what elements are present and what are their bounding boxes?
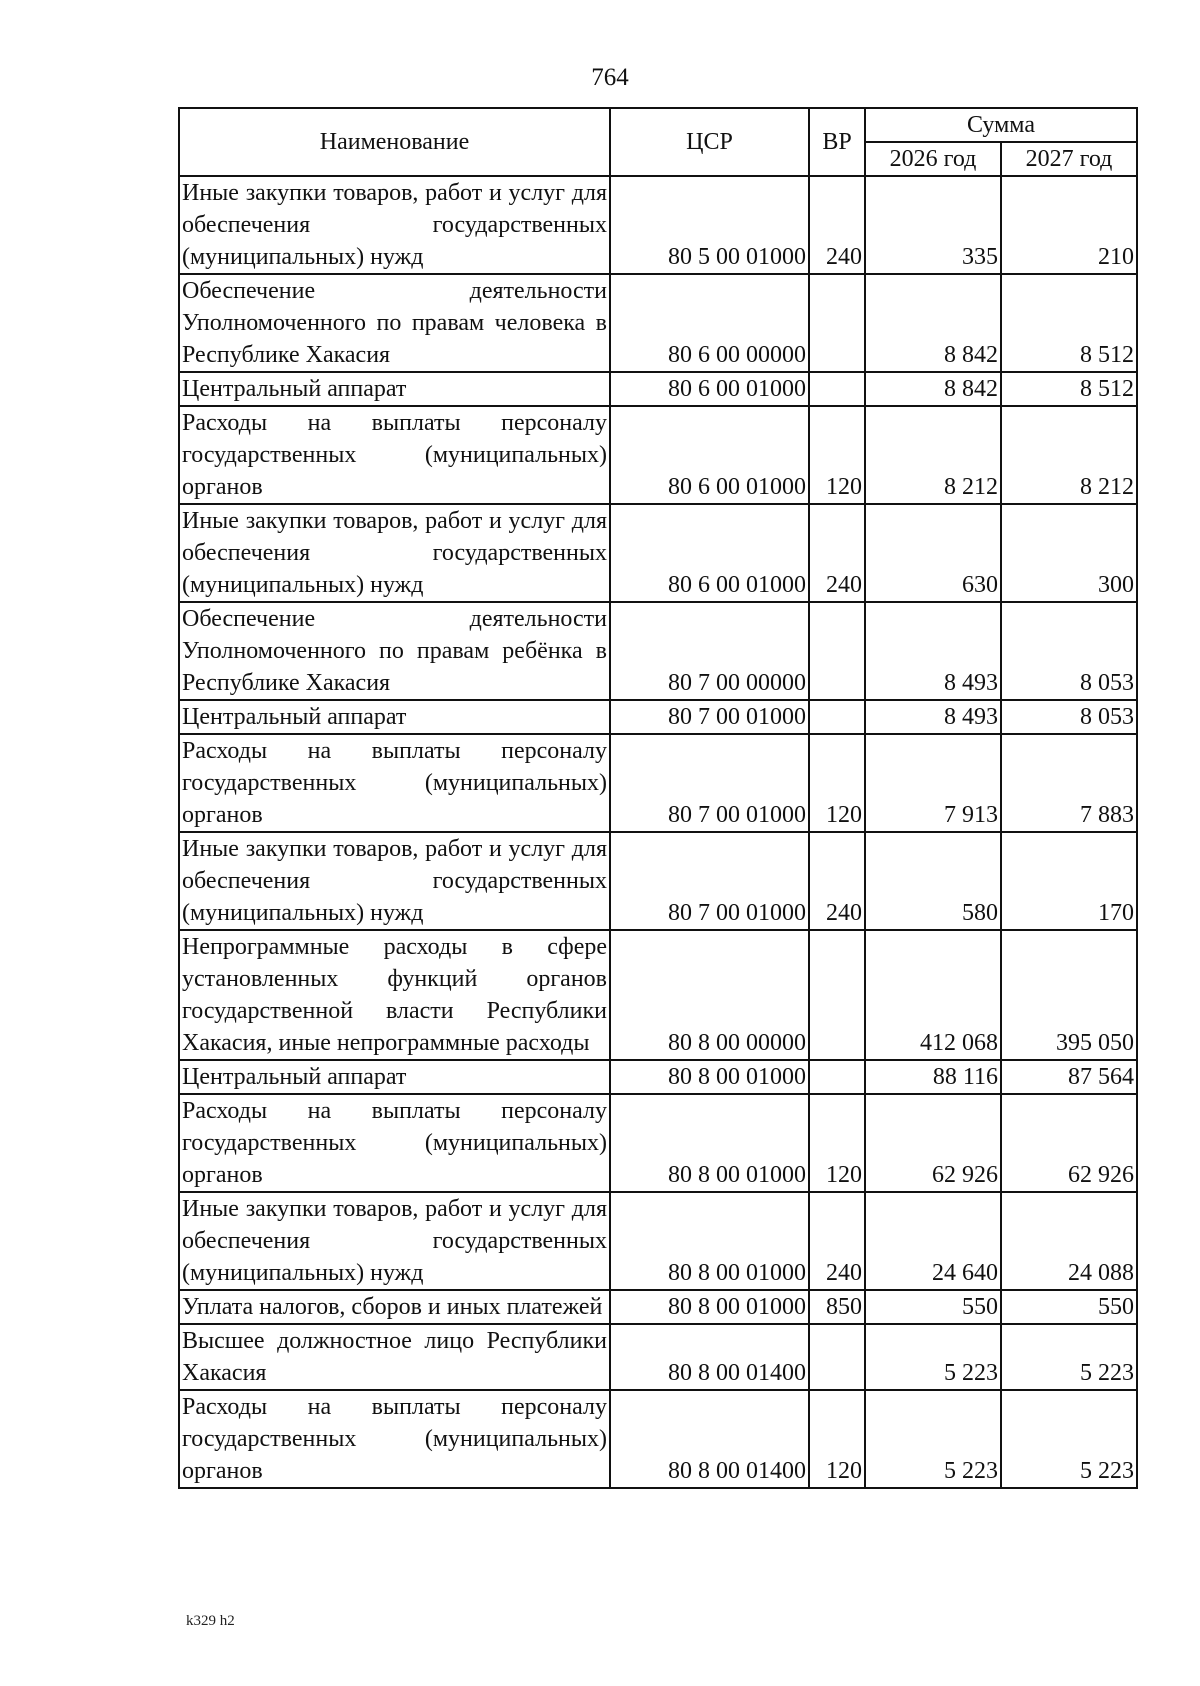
page-number: 764 — [591, 64, 629, 91]
header-vr: ВР — [809, 108, 865, 176]
table-row — [179, 1390, 1137, 1488]
table-row — [179, 372, 1137, 406]
row-sum-2027-cell: 62 926 — [1001, 1094, 1137, 1192]
row-sum-2026-cell: 88 116 — [865, 1060, 1001, 1094]
row-sum-2026-cell: 7 913 — [865, 734, 1001, 832]
table-row — [179, 1324, 1137, 1390]
row-vr-cell — [809, 700, 865, 734]
table-row — [179, 602, 1137, 700]
row-csr-cell: 80 8 00 01000 — [610, 1060, 809, 1094]
row-sum-2027-cell: 24 088 — [1001, 1192, 1137, 1290]
row-csr-cell: 80 8 00 01400 — [610, 1324, 809, 1390]
row-sum-2027-cell: 8 212 — [1001, 406, 1137, 504]
row-sum-2026-cell: 8 842 — [865, 274, 1001, 372]
row-sum-2026-cell: 5 223 — [865, 1390, 1001, 1488]
row-vr-cell — [809, 1324, 865, 1390]
row-sum-2027-cell: 550 — [1001, 1290, 1137, 1324]
row-name-cell: Расходы на выплаты персоналу государственных (муниципальных) органов — [179, 1094, 610, 1192]
header-year-2026: 2026 год — [865, 142, 1001, 176]
row-vr-cell: 240 — [809, 1192, 865, 1290]
row-sum-2026-cell: 630 — [865, 504, 1001, 602]
row-vr-cell — [809, 1060, 865, 1094]
row-sum-2027-cell: 5 223 — [1001, 1324, 1137, 1390]
table-row — [179, 1192, 1137, 1290]
row-sum-2027-cell: 8 512 — [1001, 274, 1137, 372]
row-name-cell: Высшее должностное лицо Республики Хакасия — [179, 1324, 610, 1390]
header-name: Наименование — [179, 108, 610, 176]
row-sum-2026-cell: 62 926 — [865, 1094, 1001, 1192]
row-csr-cell: 80 7 00 01000 — [610, 832, 809, 930]
row-vr-cell: 120 — [809, 734, 865, 832]
row-vr-cell — [809, 274, 865, 372]
row-vr-cell: 120 — [809, 1094, 865, 1192]
row-csr-cell: 80 7 00 01000 — [610, 734, 809, 832]
row-sum-2026-cell: 8 212 — [865, 406, 1001, 504]
row-name-cell: Расходы на выплаты персоналу государственных (муниципальных) органов — [179, 1390, 610, 1488]
table-row — [179, 176, 1137, 274]
row-sum-2026-cell: 8 493 — [865, 700, 1001, 734]
footer-code: k329 h2 — [186, 1613, 235, 1629]
row-name-cell: Центральный аппарат — [179, 1060, 610, 1094]
row-csr-cell: 80 6 00 01000 — [610, 504, 809, 602]
row-csr-cell: 80 8 00 01000 — [610, 1094, 809, 1192]
row-name-cell: Обеспечение деятельности Уполномоченного по правам ребёнка в Республике Хакасия — [179, 602, 610, 700]
table-row — [179, 734, 1137, 832]
row-vr-cell — [809, 602, 865, 700]
row-csr-cell: 80 8 00 01400 — [610, 1390, 809, 1488]
row-sum-2027-cell: 5 223 — [1001, 1390, 1137, 1488]
row-sum-2027-cell: 8 053 — [1001, 700, 1137, 734]
table-row — [179, 1060, 1137, 1094]
row-sum-2027-cell: 210 — [1001, 176, 1137, 274]
row-sum-2026-cell: 8 493 — [865, 602, 1001, 700]
row-sum-2026-cell: 580 — [865, 832, 1001, 930]
table-row — [179, 1290, 1137, 1324]
row-csr-cell: 80 6 00 01000 — [610, 372, 809, 406]
row-vr-cell: 240 — [809, 176, 865, 274]
row-sum-2027-cell: 300 — [1001, 504, 1137, 602]
row-sum-2026-cell: 5 223 — [865, 1324, 1001, 1390]
row-csr-cell: 80 8 00 01000 — [610, 1192, 809, 1290]
row-name-cell: Иные закупки товаров, работ и услуг для обеспечения государственных (муниципальных) нужд — [179, 504, 610, 602]
row-csr-cell: 80 6 00 01000 — [610, 406, 809, 504]
row-sum-2026-cell: 24 640 — [865, 1192, 1001, 1290]
row-name-cell: Обеспечение деятельности Уполномоченного по правам человека в Республике Хакасия — [179, 274, 610, 372]
row-name-cell: Иные закупки товаров, работ и услуг для обеспечения государственных (муниципальных) нужд — [179, 176, 610, 274]
budget-table — [178, 107, 1138, 1489]
row-csr-cell: 80 6 00 00000 — [610, 274, 809, 372]
row-name-cell: Уплата налогов, сборов и иных платежей — [179, 1290, 610, 1324]
row-vr-cell — [809, 372, 865, 406]
row-name-cell: Непрограммные расходы в сфере установленных функций органов государственной власти Республики Хакасия, иные непрограммные расходы — [179, 930, 610, 1060]
row-csr-cell: 80 5 00 01000 — [610, 176, 809, 274]
header-sum: Сумма — [865, 108, 1137, 142]
row-name-cell: Центральный аппарат — [179, 372, 610, 406]
row-sum-2026-cell: 8 842 — [865, 372, 1001, 406]
row-sum-2026-cell: 412 068 — [865, 930, 1001, 1060]
table-row — [179, 504, 1137, 602]
row-sum-2027-cell: 7 883 — [1001, 734, 1137, 832]
row-vr-cell: 240 — [809, 832, 865, 930]
row-name-cell: Расходы на выплаты персоналу государственных (муниципальных) органов — [179, 406, 610, 504]
row-name-cell: Иные закупки товаров, работ и услуг для обеспечения государственных (муниципальных) нужд — [179, 1192, 610, 1290]
table-row — [179, 700, 1137, 734]
row-name-cell: Центральный аппарат — [179, 700, 610, 734]
row-vr-cell: 120 — [809, 1390, 865, 1488]
table-row — [179, 1094, 1137, 1192]
row-vr-cell: 120 — [809, 406, 865, 504]
header-year-2027: 2027 год — [1001, 142, 1137, 176]
row-csr-cell: 80 8 00 00000 — [610, 930, 809, 1060]
row-name-cell: Расходы на выплаты персоналу государственных (муниципальных) органов — [179, 734, 610, 832]
row-vr-cell: 240 — [809, 504, 865, 602]
row-sum-2027-cell: 170 — [1001, 832, 1137, 930]
table-row — [179, 930, 1137, 1060]
row-name-cell: Иные закупки товаров, работ и услуг для обеспечения государственных (муниципальных) нужд — [179, 832, 610, 930]
row-vr-cell — [809, 930, 865, 1060]
row-sum-2027-cell: 8 053 — [1001, 602, 1137, 700]
header-csr: ЦСР — [610, 108, 809, 176]
row-csr-cell: 80 8 00 01000 — [610, 1290, 809, 1324]
row-sum-2026-cell: 335 — [865, 176, 1001, 274]
row-csr-cell: 80 7 00 00000 — [610, 602, 809, 700]
row-sum-2027-cell: 8 512 — [1001, 372, 1137, 406]
table-row — [179, 832, 1137, 930]
row-sum-2026-cell: 550 — [865, 1290, 1001, 1324]
table-row — [179, 274, 1137, 372]
table-row — [179, 406, 1137, 504]
row-sum-2027-cell: 87 564 — [1001, 1060, 1137, 1094]
row-vr-cell: 850 — [809, 1290, 865, 1324]
row-sum-2027-cell: 395 050 — [1001, 930, 1137, 1060]
row-csr-cell: 80 7 00 01000 — [610, 700, 809, 734]
